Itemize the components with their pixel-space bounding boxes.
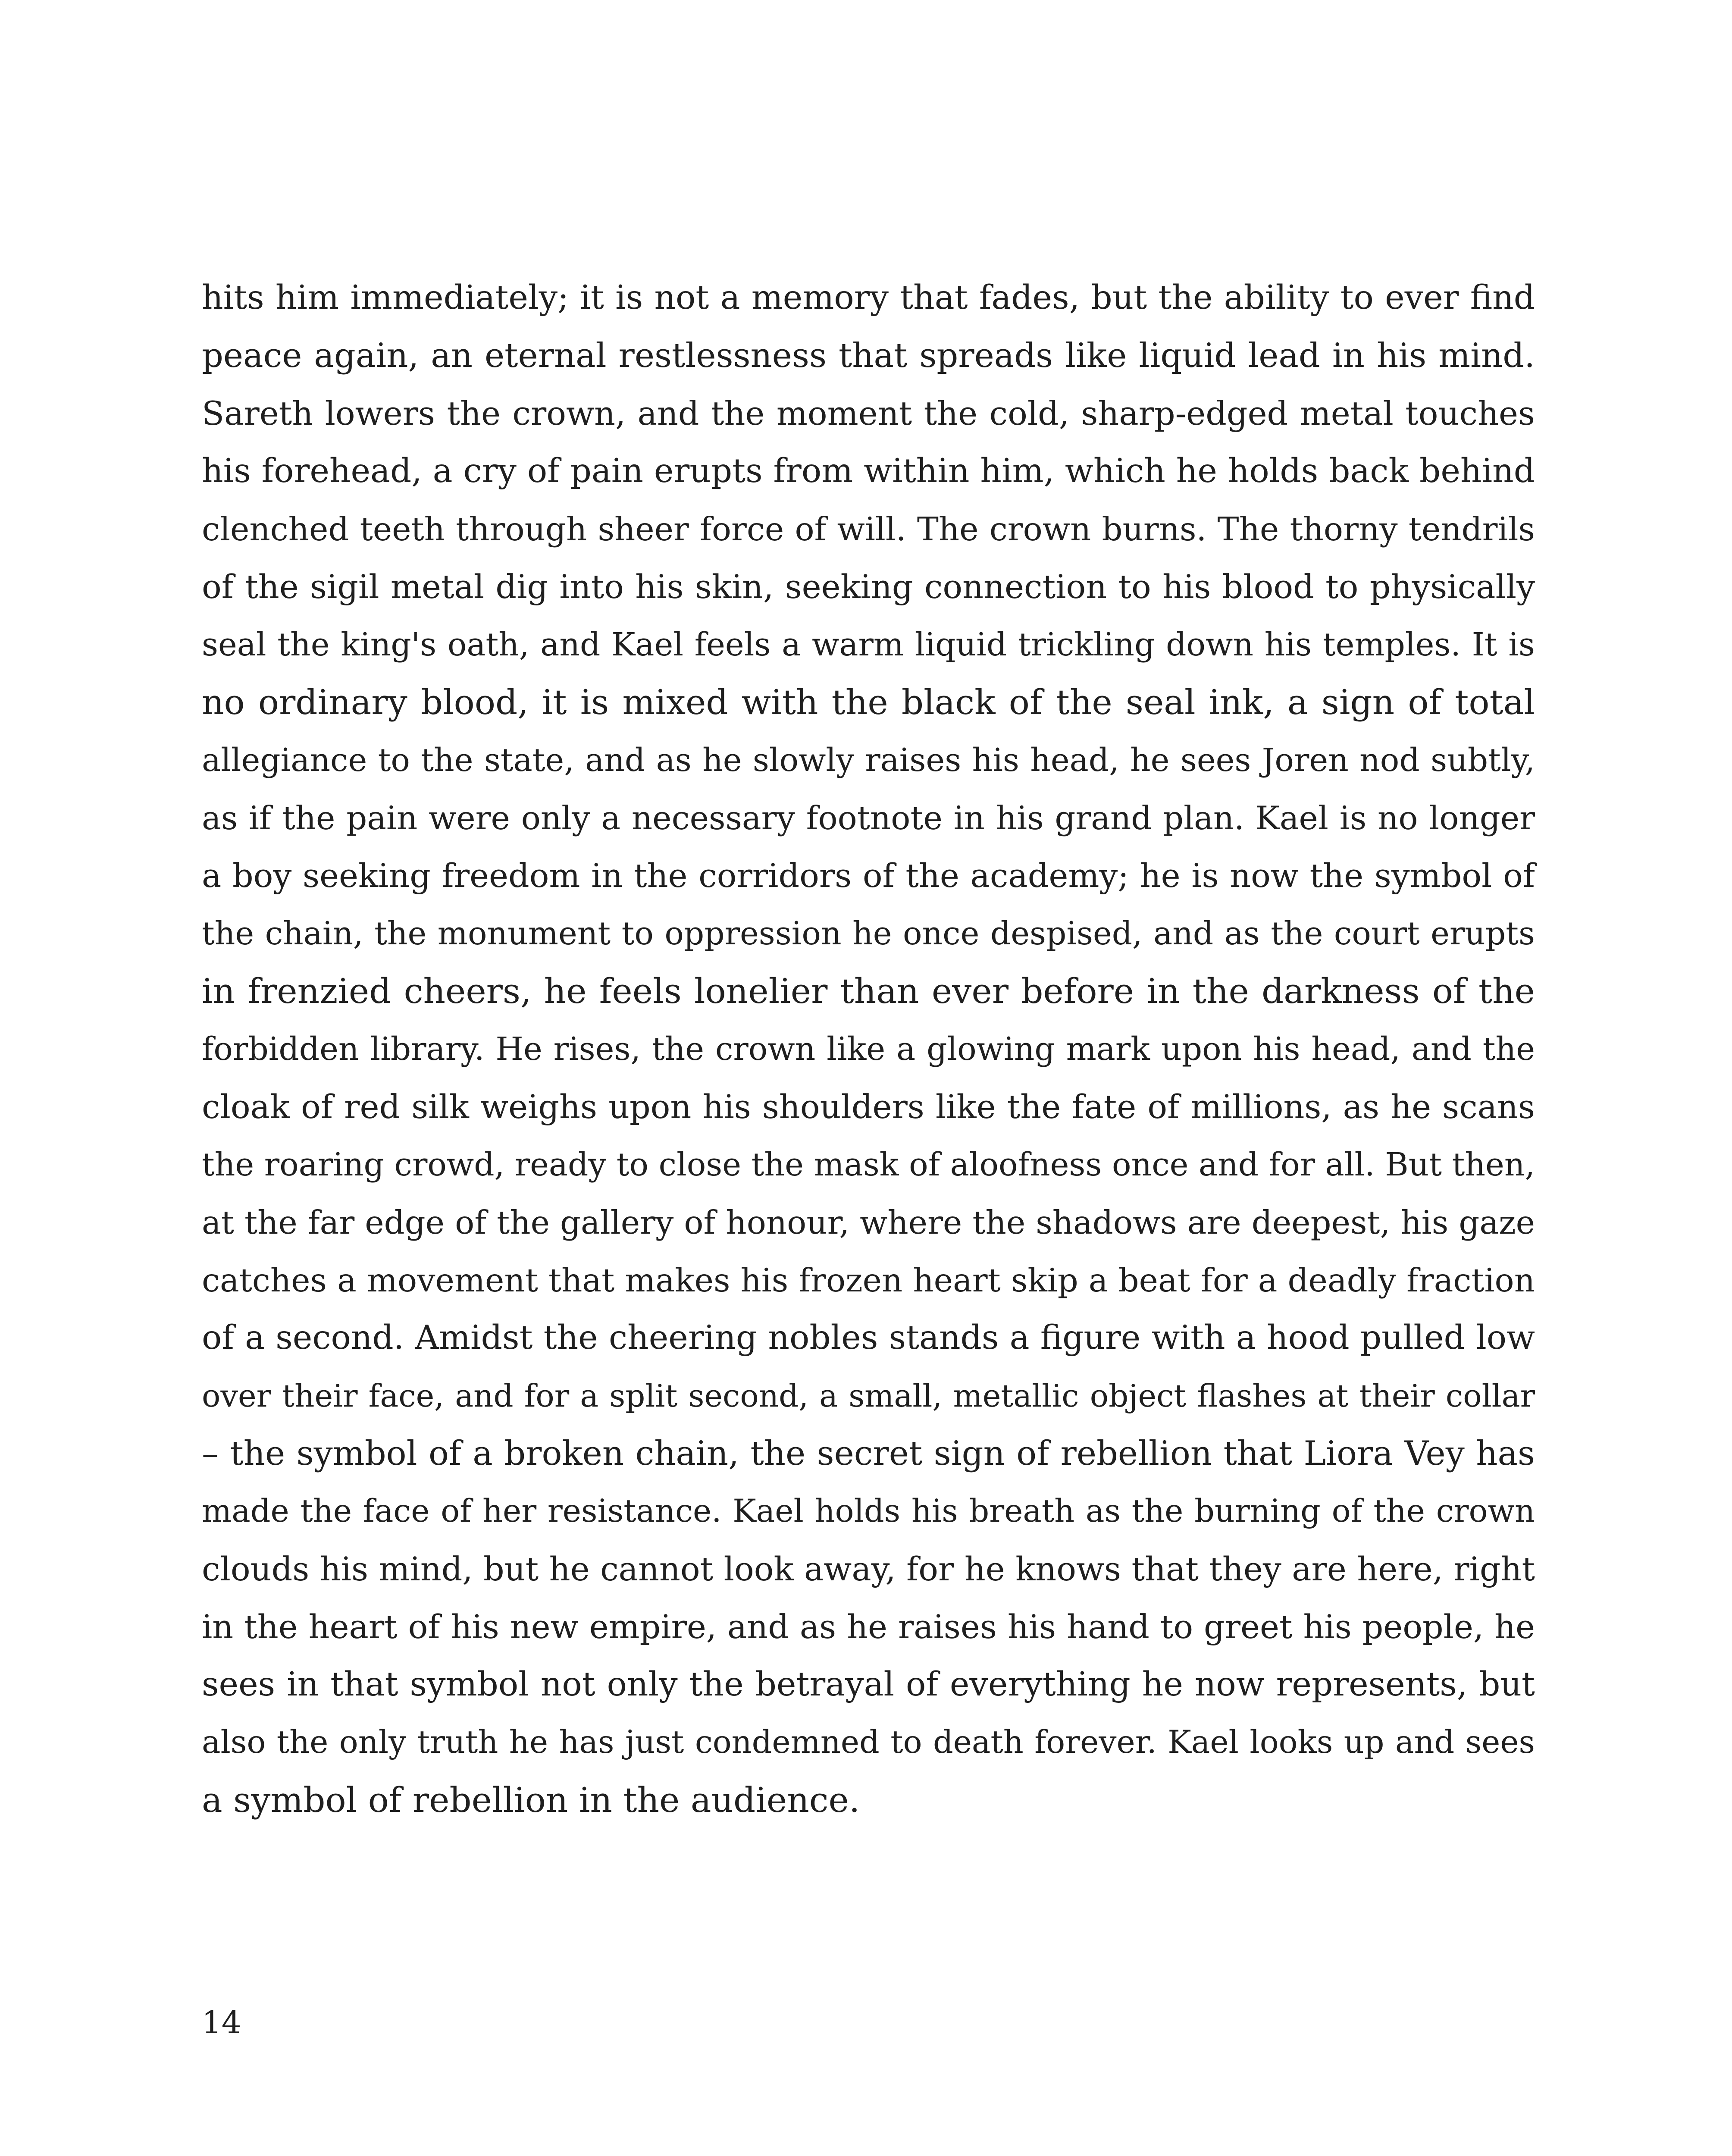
text-line: a symbol of rebellion in the audience. [202, 1780, 860, 1820]
text-line: cloak of red silk weighs upon his shoulders like the fate of millions, as he scans [202, 1087, 1535, 1126]
text-line: his forehead, a cry of pain erupts from within him, which he holds back behind [202, 452, 1535, 490]
page-number: 14 [202, 2004, 241, 2040]
body-paragraph [202, 269, 1535, 1829]
text-line: of a second. Amidst the cheering nobles stands a figure with a hood pulled low [202, 1319, 1535, 1357]
text-line: the roaring crowd, ready to close the mask of aloofness once and for all. But then, [202, 1146, 1535, 1183]
text-line: no ordinary blood, it is mixed with the black of the seal ink, a sign of total [202, 682, 1535, 722]
text-line: seal the king's oath, and Kael feels a warm liquid trickling down his temples. It is [202, 626, 1535, 663]
text-line: catches a movement that makes his frozen heart skip a beat for a deadly fraction [202, 1261, 1535, 1299]
text-line: in the heart of his new empire, and as he raises his hand to greet his people, he [202, 1608, 1535, 1646]
text-line: over their face, and for a split second, a small, metallic object flashes at their collar [202, 1378, 1535, 1414]
text-line: clenched teeth through sheer force of will. The crown burns. The thorny tendrils [202, 510, 1535, 548]
text-line: of the sigil metal dig into his skin, seeking connection to his blood to physically [202, 567, 1535, 606]
text-line: at the far edge of the gallery of honour, where the shadows are deepest, his gaze [202, 1203, 1535, 1241]
text-line: a boy seeking freedom in the corridors of the academy; he is now the symbol of [202, 856, 1535, 895]
text-line: as if the pain were only a necessary footnote in his grand plan. Kael is no longer [202, 799, 1535, 837]
text-line: Sareth lowers the crown, and the moment the cold, sharp-edged metal touches [202, 394, 1535, 432]
text-line: made the face of her resistance. Kael holds his breath as the burning of the crown [202, 1493, 1535, 1529]
text-line: in frenzied cheers, he feels lonelier than ever before in the darkness of the [202, 971, 1535, 1011]
text-line: also the only truth he has just condemned to death forever. Kael looks up and sees [202, 1724, 1535, 1761]
text-line: hits him immediately; it is not a memory that fades, but the ability to ever find [202, 279, 1535, 317]
text-line: forbidden library. He rises, the crown like a glowing mark upon his head, and the [202, 1031, 1535, 1068]
text-line: clouds his mind, but he cannot look away, for he knows that they are here, right [202, 1550, 1535, 1588]
text-line: the chain, the monument to oppression he once despised, and as the court erupts [202, 915, 1535, 952]
text-line: peace again, an eternal restlessness that spreads like liquid lead in his mind. [202, 336, 1535, 375]
text-line: – the symbol of a broken chain, the secret sign of rebellion that Liora Vey has [202, 1434, 1535, 1473]
text-line: allegiance to the state, and as he slowly raises his head, he sees Joren nod subtly, [202, 742, 1535, 779]
text-line: sees in that symbol not only the betrayal of everything he now represents, but [202, 1665, 1535, 1704]
